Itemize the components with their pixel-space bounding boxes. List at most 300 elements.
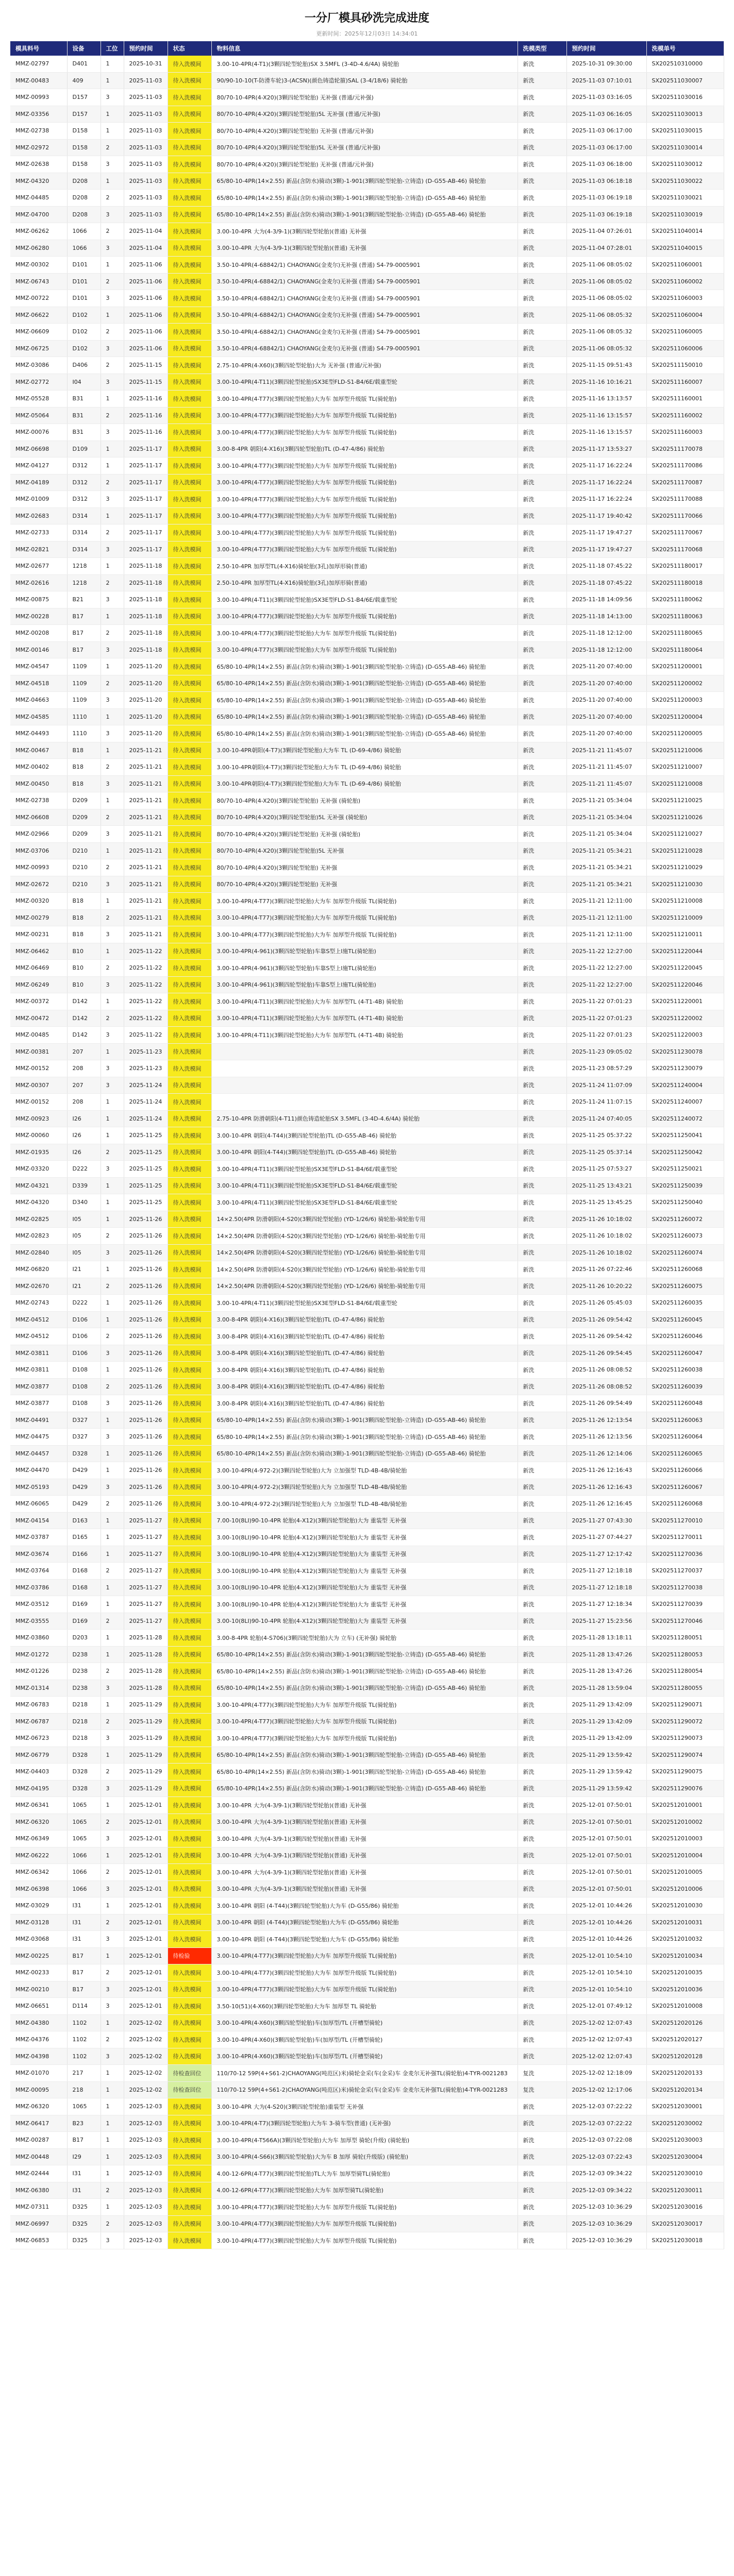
cell-reserve-time: 2025-11-03 06:18:18	[566, 173, 646, 190]
table-row[interactable]	[10, 1228, 724, 1245]
cell-equipment: D108	[67, 1362, 101, 1379]
table-row[interactable]	[10, 391, 724, 408]
table-row[interactable]	[10, 591, 724, 608]
table-row[interactable]	[10, 1378, 724, 1395]
cell-wash-order: SX202511210026	[646, 809, 724, 826]
cell-mold-no: MMZ-02821	[10, 541, 67, 558]
cell-reserve-time: 2025-11-17 16:22:24	[566, 457, 646, 474]
cell-wash-type: 新洗	[518, 809, 566, 826]
cell-equipment: D222	[67, 1295, 101, 1312]
cell-material: 65/80-10-4PR(14×2.55) 新品(含防水)骑动(3颗)-1-901(3颗四轮型轮胎-立铸造) (D-G55-AB-46) 骑轮胎	[211, 692, 518, 709]
cell-mold-no: MMZ-05528	[10, 391, 67, 408]
status-badge: 待入洗模间	[168, 1211, 211, 1228]
table-row[interactable]	[10, 859, 724, 876]
table-row[interactable]	[10, 1663, 724, 1680]
table-row[interactable]	[10, 2031, 724, 2048]
table-row[interactable]	[10, 223, 724, 240]
cell-material: 80/70-10-4PR(4-X20)(3颗四轮型轮胎) 无补强 (骑轮胎)	[211, 826, 518, 843]
cell-reserve-time: 2025-11-22 07:01:23	[566, 1027, 646, 1044]
table-row[interactable]	[10, 1161, 724, 1178]
table-row[interactable]	[10, 1311, 724, 1328]
cell-reserve-time: 2025-11-24 07:40:05	[566, 1110, 646, 1127]
cell-station: 3	[101, 692, 124, 709]
table-row[interactable]	[10, 1496, 724, 1513]
table-row[interactable]	[10, 692, 724, 709]
cell-wash-order: SX202512030011	[646, 2182, 724, 2199]
cell-mold-no: MMZ-04491	[10, 1412, 67, 1429]
cell-reserve-time: 2025-11-22 07:01:23	[566, 1010, 646, 1027]
table-row[interactable]	[10, 2115, 724, 2132]
cell-reserve-date: 2025-11-21	[124, 909, 168, 926]
cell-reserve-date: 2025-11-17	[124, 491, 168, 508]
cell-material: 3.50-10-4PR(4-68842/1) CHAOYANG(金麦尔)无补强 (普通) S4-79-0005901	[211, 273, 518, 290]
table-row[interactable]	[10, 1864, 724, 1881]
cell-equipment: D238	[67, 1646, 101, 1663]
cell-equipment: D106	[67, 1328, 101, 1345]
cell-mold-no: MMZ-06320	[10, 1814, 67, 1831]
status-badge: 待入洗模间	[168, 307, 211, 324]
status-badge: 待入洗模间	[168, 976, 211, 993]
cell-material: 65/80-10-4PR(14×2.55) 新品(含防水)骑动(3颗)-1-901(3颗四轮型轮胎-立铸造) (D-G55-AB-46) 骑轮胎	[211, 1780, 518, 1797]
cell-material: 3.00-8-4PR 朝阳(4-X16)(3颗四轮型轮胎)TL (D-47-4/86) 骑轮胎	[211, 440, 518, 457]
table-row[interactable]	[10, 742, 724, 759]
table-row[interactable]	[10, 2182, 724, 2199]
status-badge: 待入洗模间	[168, 1362, 211, 1379]
table-row[interactable]	[10, 792, 724, 809]
cell-equipment: D208	[67, 206, 101, 223]
status-badge: 待入洗模间	[168, 257, 211, 274]
table-row[interactable]	[10, 1797, 724, 1814]
cell-material: 65/80-10-4PR(14×2.55) 新品(含防水)骑动(3颗)-1-901(3颗四轮型轮胎-立铸造) (D-G55-AB-46) 骑轮胎	[211, 1445, 518, 1462]
cell-wash-order: SX202511260047	[646, 1345, 724, 1362]
table-row[interactable]	[10, 424, 724, 441]
cell-reserve-time: 2025-11-25 13:45:25	[566, 1194, 646, 1211]
table-row[interactable]	[10, 1345, 724, 1362]
table-row[interactable]	[10, 491, 724, 508]
table-row[interactable]	[10, 960, 724, 977]
table-row[interactable]	[10, 909, 724, 926]
cell-station: 2	[101, 357, 124, 374]
status-badge: 待入洗模间	[168, 1060, 211, 1077]
table-row[interactable]	[10, 1998, 724, 2015]
table-row[interactable]	[10, 190, 724, 207]
cell-station: 1	[101, 2132, 124, 2149]
cell-wash-type: 新洗	[518, 290, 566, 307]
cell-equipment: 208	[67, 1094, 101, 1111]
cell-wash-order: SX202511170088	[646, 491, 724, 508]
cell-material: 3.00-10-4PR 大为(4-3/9-1)(3颗四轮型轮胎)(普通) 无补强	[211, 240, 518, 257]
table-row[interactable]	[10, 2232, 724, 2249]
table-row[interactable]	[10, 1529, 724, 1546]
cell-wash-order: SX202512020126	[646, 2014, 724, 2031]
table-row[interactable]	[10, 156, 724, 173]
table-row[interactable]	[10, 2098, 724, 2115]
cell-material	[211, 1043, 518, 1060]
cell-material: 3.00-10-4PR(4-T77)(3颗四轮型轮胎)大为车 加厚型升级版 TL(骑轮胎)	[211, 507, 518, 524]
table-row[interactable]	[10, 1077, 724, 1094]
table-row[interactable]	[10, 976, 724, 993]
table-row[interactable]	[10, 1847, 724, 1864]
cell-station: 2	[101, 675, 124, 692]
table-row[interactable]	[10, 1027, 724, 1044]
table-row[interactable]	[10, 641, 724, 658]
table-row[interactable]	[10, 1630, 724, 1647]
cell-reserve-date: 2025-11-03	[124, 190, 168, 207]
table-row[interactable]	[10, 2199, 724, 2216]
cell-wash-type: 新洗	[518, 457, 566, 474]
cell-mold-no: MMZ-06398	[10, 1880, 67, 1897]
cell-station: 2	[101, 190, 124, 207]
cell-wash-order: SX202511280053	[646, 1646, 724, 1663]
table-row[interactable]	[10, 474, 724, 491]
table-row[interactable]	[10, 1713, 724, 1730]
table-row[interactable]	[10, 374, 724, 391]
cell-mold-no: MMZ-00279	[10, 909, 67, 926]
cell-wash-order: SX202511220044	[646, 943, 724, 960]
status-badge: 待入洗模间	[168, 1094, 211, 1111]
table-row[interactable]	[10, 675, 724, 692]
cell-reserve-date: 2025-11-26	[124, 1462, 168, 1479]
table-row[interactable]	[10, 842, 724, 859]
table-row[interactable]	[10, 1295, 724, 1312]
table-row[interactable]	[10, 1462, 724, 1479]
cell-station: 2	[101, 474, 124, 491]
table-row[interactable]	[10, 1094, 724, 1111]
table-row[interactable]	[10, 1546, 724, 1563]
table-row[interactable]	[10, 2132, 724, 2149]
status-badge: 待入洗模间	[168, 909, 211, 926]
cell-material: 3.00-10-4PR 朝阳 (4-T44)(3颗四轮型轮胎)大为车 (D-G55/86) 骑轮胎	[211, 1931, 518, 1948]
table-row[interactable]	[10, 1914, 724, 1931]
table-row[interactable]	[10, 775, 724, 792]
cell-reserve-date: 2025-11-23	[124, 1043, 168, 1060]
cell-equipment: B21	[67, 591, 101, 608]
table-row[interactable]	[10, 340, 724, 357]
status-badge: 待入洗模间	[168, 742, 211, 759]
cell-material: 65/80-10-4PR(14×2.55) 新品(含防水)骑动(3颗)-1-901(3颗四轮型轮胎-立铸造) (D-G55-AB-46) 骑轮胎	[211, 190, 518, 207]
cell-reserve-time: 2025-12-01 10:44:26	[566, 1914, 646, 1931]
table-row[interactable]	[10, 273, 724, 290]
table-row[interactable]	[10, 290, 724, 307]
cell-mold-no: MMZ-04547	[10, 658, 67, 675]
cell-equipment: D328	[67, 1747, 101, 1764]
cell-material: 65/80-10-4PR(14×2.55) 新品(含防水)骑动(3颗)-1-901(3颗四轮型轮胎-立铸造) (D-G55-AB-46) 骑轮胎	[211, 1412, 518, 1429]
cell-material: 3.00-8-4PR 朝阳(4-X16)(3颗四轮型轮胎)TL (D-47-4/86) 骑轮胎	[211, 1395, 518, 1412]
table-row[interactable]	[10, 1747, 724, 1764]
cell-station: 1	[101, 1462, 124, 1479]
cell-material: 65/80-10-4PR(14×2.55) 新品(含防水)骑动(3颗)-1-901(3颗四轮型轮胎-立铸造) (D-G55-AB-46) 骑轮胎	[211, 206, 518, 223]
table-row[interactable]	[10, 1981, 724, 1998]
cell-reserve-date: 2025-11-17	[124, 440, 168, 457]
table-row[interactable]	[10, 240, 724, 257]
table-row[interactable]	[10, 708, 724, 725]
cell-material: 3.00-10-4PR(4-T77)(3颗四轮型轮胎)大为车 加厚型升级版 TL(骑轮胎)	[211, 926, 518, 943]
cell-material: 80/70-10-4PR(4-X20)(3颗四轮型轮胎) 无补强 (普通/元补强)	[211, 123, 518, 140]
table-row[interactable]	[10, 56, 724, 72]
table-row[interactable]	[10, 1412, 724, 1429]
cell-reserve-date: 2025-11-22	[124, 960, 168, 977]
status-badge: 待入洗模间	[168, 1529, 211, 1546]
table-row[interactable]	[10, 558, 724, 575]
cell-mold-no: MMZ-06320	[10, 2098, 67, 2115]
cell-station: 3	[101, 1077, 124, 1094]
table-row[interactable]	[10, 993, 724, 1010]
cell-wash-order: SX202511210007	[646, 759, 724, 776]
cell-wash-order: SX202511260038	[646, 1362, 724, 1379]
cell-wash-type: 新洗	[518, 558, 566, 575]
cell-mold-no: MMZ-01272	[10, 1646, 67, 1663]
cell-station: 2	[101, 809, 124, 826]
table-row[interactable]	[10, 139, 724, 156]
table-row[interactable]	[10, 72, 724, 89]
cell-mold-no: MMZ-03086	[10, 357, 67, 374]
table-row[interactable]	[10, 759, 724, 776]
cell-mold-no: MMZ-00225	[10, 1947, 67, 1964]
table-row[interactable]	[10, 1194, 724, 1211]
cell-equipment: D218	[67, 1713, 101, 1730]
table-row[interactable]	[10, 2148, 724, 2165]
cell-wash-order: SX202511170078	[646, 440, 724, 457]
cell-material: 3.00-10-4PR(4-972-2)(3颗四轮型轮胎)大为 立加强型 TLD-4B-4B/骑轮胎	[211, 1496, 518, 1513]
status-badge: 待入洗模间	[168, 625, 211, 642]
table-row[interactable]	[10, 658, 724, 675]
table-row[interactable]	[10, 608, 724, 625]
cell-reserve-date: 2025-12-03	[124, 2165, 168, 2182]
cell-wash-order: SX202511270037	[646, 1563, 724, 1580]
cell-wash-type: 新洗	[518, 1261, 566, 1278]
cell-material: 65/80-10-4PR(14×2.55) 新品(含防水)骑动(3颗)-1-901(3颗四轮型轮胎-立铸造) (D-G55-AB-46) 骑轮胎	[211, 708, 518, 725]
table-row[interactable]	[10, 943, 724, 960]
cell-wash-order: SX202511210008	[646, 893, 724, 910]
table-row[interactable]	[10, 106, 724, 123]
cell-reserve-time: 2025-11-28 13:18:11	[566, 1630, 646, 1647]
table-row[interactable]	[10, 2014, 724, 2031]
table-row[interactable]	[10, 407, 724, 424]
status-badge: 待入洗模间	[168, 1261, 211, 1278]
cell-wash-type: 新洗	[518, 1880, 566, 1897]
table-row[interactable]	[10, 307, 724, 324]
cell-reserve-date: 2025-11-27	[124, 1563, 168, 1580]
cell-station: 3	[101, 976, 124, 993]
cell-reserve-date: 2025-11-26	[124, 1412, 168, 1429]
cell-reserve-date: 2025-11-27	[124, 1613, 168, 1630]
table-row[interactable]	[10, 257, 724, 274]
cell-wash-order: SX202511170086	[646, 457, 724, 474]
cell-wash-order: SX202511170087	[646, 474, 724, 491]
cell-station: 1	[101, 1630, 124, 1647]
cell-equipment: D210	[67, 859, 101, 876]
cell-equipment: 1102	[67, 2031, 101, 2048]
cell-equipment: I26	[67, 1110, 101, 1127]
table-row[interactable]	[10, 1814, 724, 1831]
table-row[interactable]	[10, 1110, 724, 1127]
status-badge: 待入洗模间	[168, 1998, 211, 2015]
table-row[interactable]	[10, 893, 724, 910]
cell-station: 2	[101, 625, 124, 642]
table-row[interactable]	[10, 2048, 724, 2065]
status-badge: 待入洗模间	[168, 1278, 211, 1295]
cell-equipment: D158	[67, 156, 101, 173]
table-row[interactable]	[10, 457, 724, 474]
cell-reserve-date: 2025-11-21	[124, 893, 168, 910]
table-row[interactable]	[10, 1395, 724, 1412]
table-row[interactable]	[10, 1897, 724, 1914]
table-row[interactable]	[10, 1579, 724, 1596]
cell-wash-type: 新洗	[518, 1730, 566, 1747]
table-row[interactable]	[10, 357, 724, 374]
cell-equipment: 1109	[67, 675, 101, 692]
table-row[interactable]	[10, 1328, 724, 1345]
table-row[interactable]	[10, 2065, 724, 2082]
table-row[interactable]	[10, 1680, 724, 1697]
table-row[interactable]	[10, 1261, 724, 1278]
cell-wash-type: 新洗	[518, 859, 566, 876]
cell-station: 3	[101, 424, 124, 441]
cell-mold-no: MMZ-04700	[10, 206, 67, 223]
cell-station: 1	[101, 792, 124, 809]
cell-mold-no: MMZ-06651	[10, 1998, 67, 2015]
table-row[interactable]	[10, 1177, 724, 1194]
table-row[interactable]	[10, 1512, 724, 1529]
table-row[interactable]	[10, 2165, 724, 2182]
cell-equipment: I21	[67, 1261, 101, 1278]
cell-reserve-date: 2025-11-23	[124, 1060, 168, 1077]
cell-wash-order: SX202511060003	[646, 290, 724, 307]
cell-reserve-time: 2025-12-03 07:22:22	[566, 2115, 646, 2132]
table-row[interactable]	[10, 1964, 724, 1981]
table-row[interactable]	[10, 1060, 724, 1077]
cell-reserve-time: 2025-11-21 12:11:00	[566, 909, 646, 926]
cell-equipment: 1066	[67, 1864, 101, 1881]
cell-wash-order: SX202511030014	[646, 139, 724, 156]
table-row[interactable]	[10, 1127, 724, 1144]
table-row[interactable]	[10, 809, 724, 826]
status-badge: 待入洗模间	[168, 2031, 211, 2048]
table-row[interactable]	[10, 1563, 724, 1580]
cell-station: 1	[101, 1177, 124, 1194]
cell-material: 3.00-10-4PR(4-T77)(3颗四轮型轮胎)大为车 加厚型升级版 TL(骑轮胎)	[211, 524, 518, 541]
cell-mold-no: MMZ-00467	[10, 742, 67, 759]
cell-wash-order: SX202512010036	[646, 1981, 724, 1998]
table-row[interactable]	[10, 1596, 724, 1613]
cell-wash-order: SX202511220003	[646, 1027, 724, 1044]
cell-material: 14×2.50(4PR 防滑朝阳(4-S20)(3颗四轮型轮胎) (YD-1/26/6) 骑轮胎-骑轮胎专用	[211, 1278, 518, 1295]
table-row[interactable]	[10, 1931, 724, 1948]
table-row[interactable]	[10, 1278, 724, 1295]
table-row[interactable]	[10, 1730, 724, 1747]
cell-reserve-date: 2025-11-20	[124, 708, 168, 725]
cell-wash-type: 新洗	[518, 206, 566, 223]
cell-wash-order: SX202512010035	[646, 1964, 724, 1981]
table-row[interactable]	[10, 206, 724, 223]
cell-mold-no: MMZ-00381	[10, 1043, 67, 1060]
header-col-reserve-date: 预约时间	[124, 41, 168, 56]
table-row[interactable]	[10, 926, 724, 943]
table-row[interactable]	[10, 123, 724, 140]
table-row[interactable]	[10, 1010, 724, 1027]
table-row[interactable]	[10, 1445, 724, 1462]
cell-station: 1	[101, 1094, 124, 1111]
table-row[interactable]	[10, 2081, 724, 2098]
table-row[interactable]	[10, 826, 724, 843]
cell-reserve-time: 2025-11-17 16:22:24	[566, 474, 646, 491]
cell-station: 3	[101, 206, 124, 223]
cell-equipment: B17	[67, 641, 101, 658]
table-row[interactable]	[10, 1646, 724, 1663]
status-badge: 待入洗模间	[168, 1831, 211, 1848]
cell-equipment: 1066	[67, 240, 101, 257]
table-row[interactable]	[10, 173, 724, 190]
cell-wash-type: 新洗	[518, 2098, 566, 2115]
table-row[interactable]	[10, 1947, 724, 1964]
cell-reserve-time: 2025-11-27 07:44:27	[566, 1529, 646, 1546]
cell-station: 3	[101, 290, 124, 307]
table-row[interactable]	[10, 1429, 724, 1446]
table-row[interactable]	[10, 541, 724, 558]
table-row[interactable]	[10, 625, 724, 642]
table-row[interactable]	[10, 1613, 724, 1630]
cell-wash-order: SX202512030017	[646, 2215, 724, 2232]
table-row[interactable]	[10, 574, 724, 591]
status-badge: 待入洗模间	[168, 558, 211, 575]
cell-material: 3.00-10-4PR(4-T77)(3颗四轮型轮胎)大为车 加厚型升级版 TL(骑轮胎)	[211, 2215, 518, 2232]
table-row[interactable]	[10, 1211, 724, 1228]
table-row[interactable]	[10, 89, 724, 106]
cell-wash-type: 新洗	[518, 273, 566, 290]
cell-mold-no: MMZ-00993	[10, 859, 67, 876]
table-row[interactable]	[10, 1043, 724, 1060]
table-row[interactable]	[10, 524, 724, 541]
cell-station: 1	[101, 1546, 124, 1563]
cell-reserve-time: 2025-11-06 08:05:32	[566, 324, 646, 341]
cell-reserve-time: 2025-11-20 07:40:00	[566, 725, 646, 742]
cell-material: 3.00-10-4PR(4-T77)(3颗四轮型轮胎)大为车 加厚型升级版 TL(骑轮胎)	[211, 1713, 518, 1730]
table-row[interactable]	[10, 324, 724, 341]
table-row[interactable]	[10, 1780, 724, 1797]
cell-station: 2	[101, 223, 124, 240]
table-row[interactable]	[10, 2215, 724, 2232]
cell-reserve-date: 2025-11-03	[124, 173, 168, 190]
cell-mold-no: MMZ-06249	[10, 976, 67, 993]
table-row[interactable]	[10, 876, 724, 893]
table-row[interactable]	[10, 1880, 724, 1897]
cell-wash-type: 新洗	[518, 1043, 566, 1060]
cell-station: 1	[101, 2148, 124, 2165]
cell-wash-type: 新洗	[518, 993, 566, 1010]
table-row[interactable]	[10, 1244, 724, 1261]
table-row[interactable]	[10, 1144, 724, 1161]
table-row[interactable]	[10, 1831, 724, 1848]
cell-equipment: D166	[67, 1546, 101, 1563]
table-row[interactable]	[10, 1362, 724, 1379]
cell-equipment: D339	[67, 1177, 101, 1194]
cell-reserve-date: 2025-11-24	[124, 1110, 168, 1127]
cell-material: 3.50-10-4PR(4-68842/1) CHAOYANG(金麦尔)无补强 (普通) S4-79-0005901	[211, 307, 518, 324]
table-row[interactable]	[10, 1764, 724, 1781]
cell-station: 2	[101, 1964, 124, 1981]
cell-station: 1	[101, 558, 124, 575]
table-row[interactable]	[10, 507, 724, 524]
cell-wash-order: SX202512030018	[646, 2232, 724, 2249]
table-row[interactable]	[10, 440, 724, 457]
cell-station: 2	[101, 1496, 124, 1513]
table-row[interactable]	[10, 1697, 724, 1714]
status-badge: 待入洗模间	[168, 1027, 211, 1044]
table-row[interactable]	[10, 1479, 724, 1496]
cell-mold-no: MMZ-01070	[10, 2065, 67, 2082]
table-row[interactable]	[10, 725, 724, 742]
cell-material	[211, 1077, 518, 1094]
